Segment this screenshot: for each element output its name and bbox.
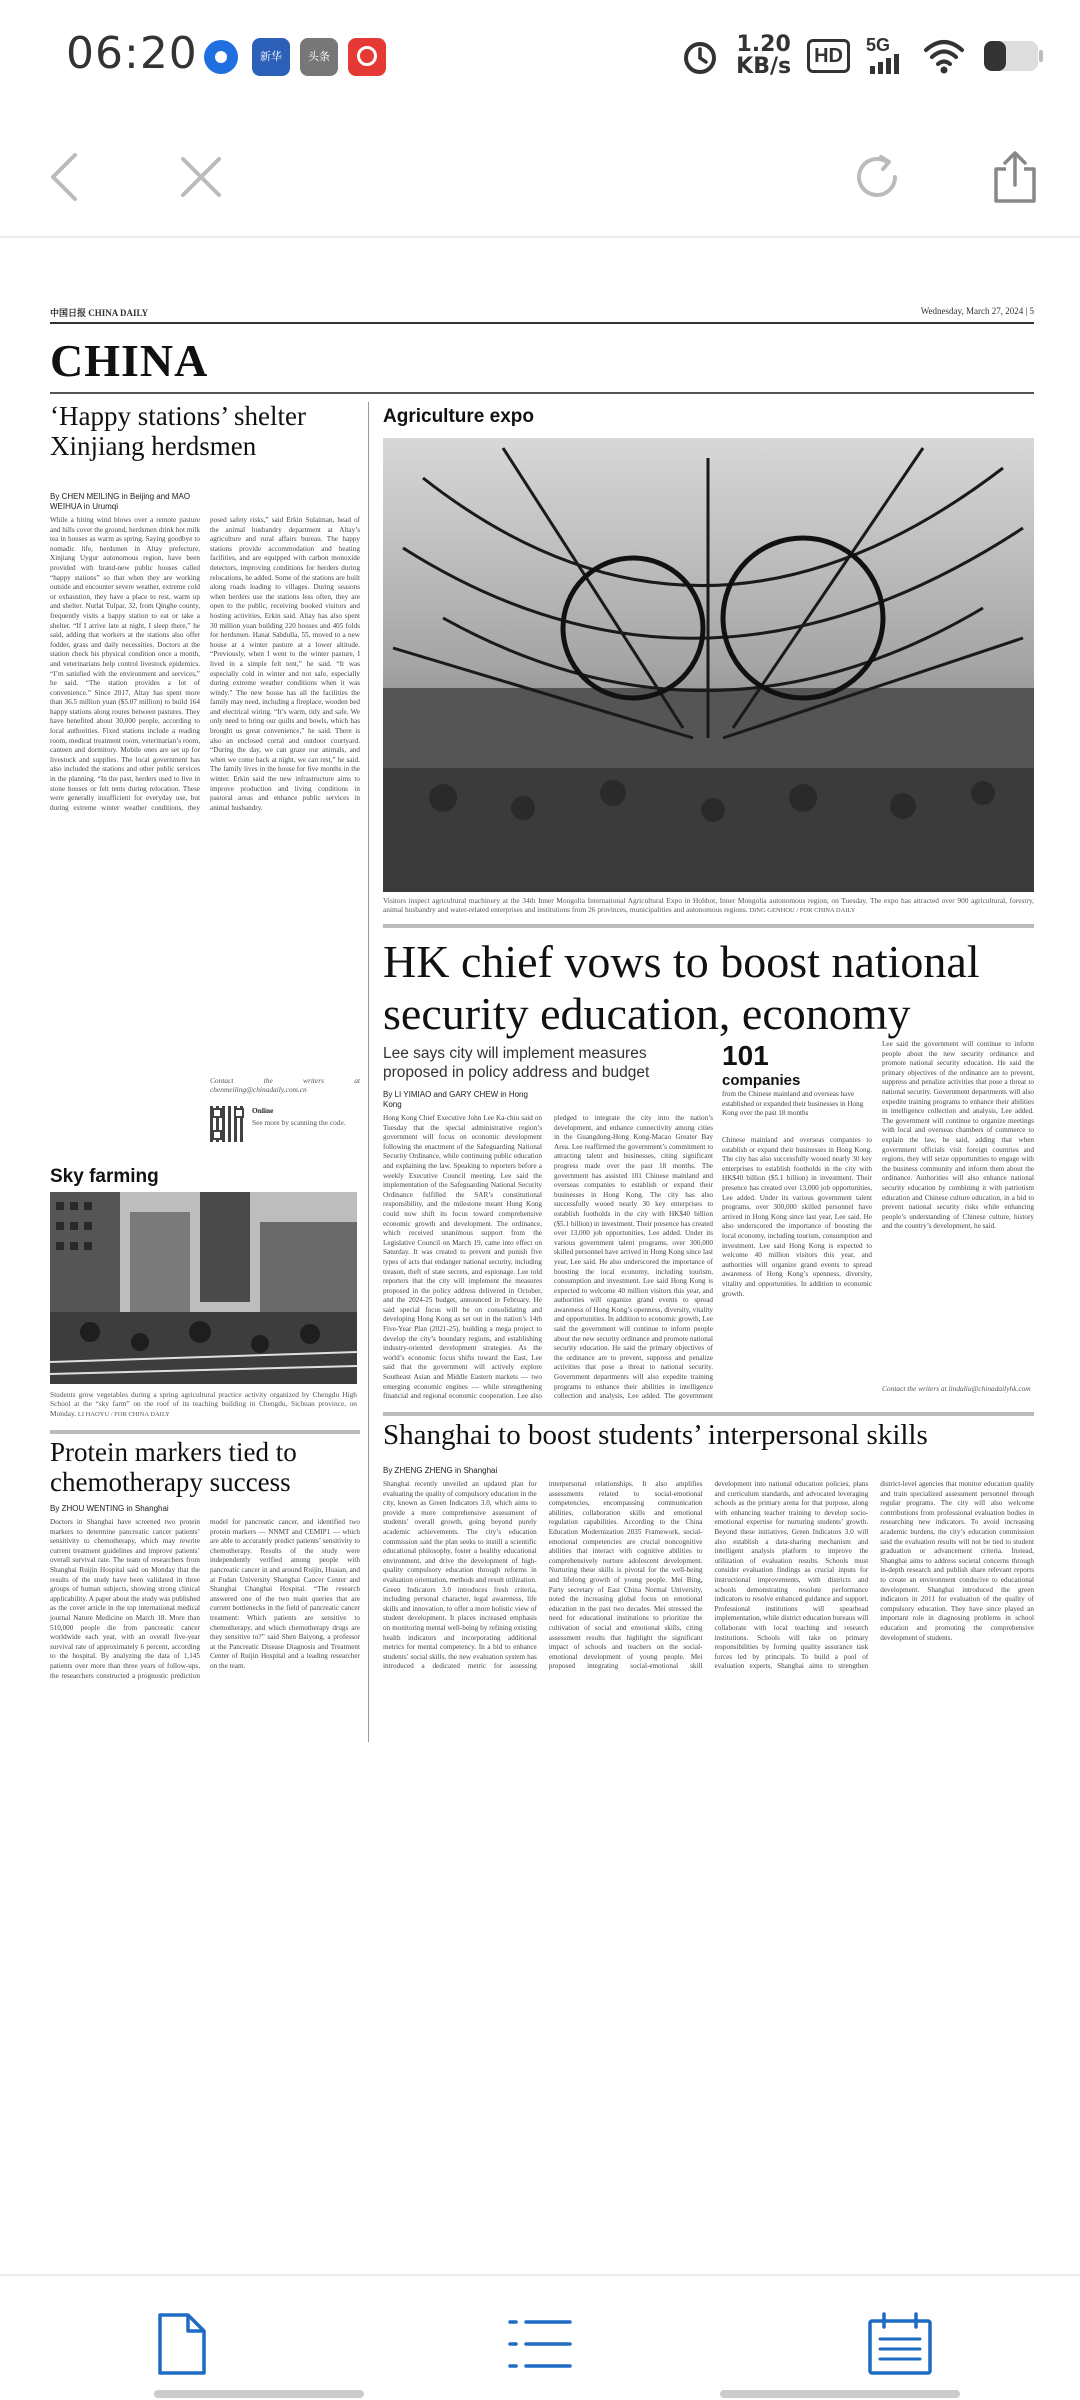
story2-headline: HK chief vows to boost national security education, economy bbox=[383, 936, 980, 1039]
story1-contact: Contact the writers at chenmeiling@chinadaily.com.cn bbox=[210, 1076, 360, 1095]
expo-caption bbox=[383, 896, 1034, 916]
expo-credit: DING GENHOU / FOR CHINA DAILY bbox=[749, 907, 856, 915]
cell-signal-icon bbox=[866, 36, 906, 76]
story2-byline: By LI YIMIAO and GARY CHEW in Hong Kong bbox=[383, 1090, 528, 1109]
list-icon bbox=[506, 2314, 574, 2374]
farm-caption bbox=[50, 1390, 357, 1419]
qr-code bbox=[210, 1106, 246, 1142]
hd-badge: HD bbox=[807, 39, 850, 73]
story3-headline: Protein markers tied to chemotherapy success bbox=[50, 1437, 297, 1497]
section-rule bbox=[50, 392, 1034, 394]
story4-rule bbox=[383, 1412, 1034, 1416]
calendar-button[interactable] bbox=[860, 2304, 940, 2384]
story3-body: Doctors in Shanghai have screened two protein markers to determine pancreatic cancer patients’ sensitivity to chemotherapy, which may rewrite current treatment guidelines and improve patients’ overall survival rate. The team of researchers from Shanghai Ruijin Hospital said on Monday that the results of the study have been validated in three groups of human subjects, showing strong clinical applicability. A paper about the study was published as the cover article in the top international medical journal Nature Medicine on March 18. More than 510,000 people die from pancreatic cancer worldwide each year, with an overall five-year survival rate of approximately 6 percent, according to the hospital. By analyzing the data of 1,145 patients over more than three years of follow-ups, the researchers constructed a prognostic prediction model for pancreatic cancer, and identified two protein markers — NNMT and CEMIP1 — which are able to accurately predict patients’ sensitivity to chemotherapy. Results of the study were independently verified among people with pancreatic cancer in and around Ruijin, Huaian, and at Fudan University Shanghai Cancer Center and Shanghai Changhai Hospital. “The research answered one of the two main queries that are current bottlenecks in the field of pancreatic cancer treatment: Which patients are sensitive to chemotherapy, and which chemotherapy drugs are they sensitive to?” said Shen Baiyong, a professor at the Pancreatic Disease Diagnosis and Treatment Center of Ruijin Hospital and a leading researcher on the team. bbox=[50, 1518, 360, 1680]
story2-deck: Lee says city will implement measures proposed in policy address and budget bbox=[383, 1045, 650, 1081]
story2-body-right: Chinese mainland and overseas companies to establish or expand their businesses in Hong Kong. The city has also successfully wooed nearly 30 key enterprises to establish footholds in the city with HK$40 billion ($5.1 billion) in investment. Their presence has created over 13,000 job opportunities, Lee added. Under its various government talent programs, over 300,000 skilled personnel have arrived in Hong Kong since last year, Lee said. He also underscored the importance of boosting the local economy, including tourism, consumption and investment. Lee said Hong Kong is expected to welcome 40 million visitors this year, and authorities will organize grand events to spread awareness of Hong Kong’s openness, diversity, vitality and opportunities. In addition to economic growth. bbox=[722, 1136, 872, 1298]
status-time: 06:20 bbox=[66, 28, 198, 79]
network-speed-unit: KB/s bbox=[736, 54, 792, 79]
stat-number: 101 bbox=[722, 1040, 769, 1071]
network-speed-value: 1.20 bbox=[736, 32, 791, 57]
farm-caption-text: Students grow vegetables during a spring agricultural practice activity organized by Chengdu High School at the “sky farm” on the roof of its teaching building in Chengdu, Sichuan province, on Monday. bbox=[50, 1390, 357, 1418]
close-button[interactable] bbox=[166, 142, 236, 212]
online-label: Online bbox=[252, 1106, 274, 1115]
status-bar bbox=[0, 0, 1080, 112]
back-button[interactable] bbox=[30, 142, 100, 212]
status-right-cluster bbox=[680, 30, 1044, 82]
masthead-logo: 中国日报 CHINA DAILY bbox=[50, 308, 149, 318]
farm-credit: LI HAOYU / FOR CHINA DAILY bbox=[77, 1410, 170, 1418]
app-label-news: 新华 bbox=[260, 51, 282, 63]
app-notification-icon-red bbox=[348, 38, 386, 76]
home-indicator-right bbox=[720, 2390, 960, 2398]
app-label-toutiao: 头条 bbox=[308, 51, 330, 63]
story4-byline: By ZHENG ZHENG in Shanghai bbox=[383, 1466, 498, 1475]
masthead-row bbox=[50, 306, 1034, 324]
alarm-icon bbox=[680, 36, 720, 76]
stat-text: from the Chinese mainland and overseas have established or expanded their businesses in Hong Kong over the past 18 months bbox=[722, 1090, 864, 1118]
farm-photo-illustration bbox=[50, 1192, 357, 1384]
story2-body-left: Hong Kong Chief Executive John Lee Ka-chiu said on Tuesday that the special administrative region’s government will focus on economic development following the enactment of the Safeguarding National Security Ordinance, while continuing public education and explaining the law. Speaking to reporters before a weekly Executive Council meeting, Lee said the implementation of the Safeguarding National Security Ordinance fulfilled the SAR’s constitutional responsibility, and the milestone meant Hong Kong could now shift its focus toward comprehensive economic growth and development. The ordinance, which received unanimous support from the Legislative Council on March 19, came into effect on Saturday. It was created to prevent and punish five types of acts that endanger national security, including treason, theft of state secrets, and espionage. Lee told reporters that the city will implement the measures proposed in the policy address delivered in October, and the 2024-25 budget, announced in February. He said special focus will be on consolidating and developing Hong Kong as set out in the nation’s 14th Five-Year Plan (2021-25), building a mega project to develop the city’s boundary regions, and establishing industry-oriented development strategies. As the world’s economic focus shifts toward the East, Lee said that the government will actively explore Southeast Asian and Middle Eastern markets — two emerging economic engines — while strengthening financial and regional economic cooperation. Lee also pledged to integrate the city into the nation’s development, and enhance connectivity among cities in the Guangdong-Hong Kong-Macao Greater Bay Area. Lee reaffirmed the government’s commitment to attracting talent and businesses, citing significant progress made over the past 18 months. The government has assisted 101 Chinese mainland and overseas companies to establish or expand their businesses in Hong Kong. The city has also successfully wooed nearly 30 key enterprises to establish footholds in the city with HK$40 billion ($5.1 billion) in investment. Their presence has created over 13,000 job opportunities, Lee added. Under its various government talent programs, over 300,000 skilled personnel have arrived in Hong Kong since last year, Lee said. He also underscored the importance of boosting the local economy, including tourism, consumption and investment. Lee said Hong Kong is expected to welcome 40 million visitors this year, and authorities will organize grand events to spread awareness of Hong Kong’s openness, diversity, vitality and opportunities. In addition to economic growth, Lee said the government will continue to inform people about the new security ordinance and promote national security education. He said the primary objectives of the ordinance are to prevent, suppress and penalize activities that pose a threat to national security. Government departments will also expedite training programs to enhance their abilities in intelligence collection and analysis, Lee added. The government bbox=[383, 1114, 713, 1401]
story1-byline: By CHEN MEILING in Beijing and MAO WEIHUA in Urumqi bbox=[50, 492, 191, 511]
story4-headline: Shanghai to boost students’ interpersonal skills bbox=[383, 1419, 928, 1451]
story2-contact: Contact the writers at lindaliu@chinadailyhk.com bbox=[882, 1384, 1031, 1393]
share-button[interactable] bbox=[980, 142, 1050, 212]
document-button[interactable] bbox=[142, 2304, 222, 2384]
browser-toolbar bbox=[0, 112, 1080, 238]
story3-rule bbox=[50, 1430, 360, 1434]
network-type-label: 5G bbox=[866, 35, 891, 55]
app-notification-icon-toutiao bbox=[300, 38, 338, 76]
document-icon bbox=[154, 2311, 210, 2377]
expo-photo-illustration bbox=[383, 438, 1034, 892]
online-hint: See more by scanning the code. bbox=[252, 1118, 346, 1127]
farm-photo bbox=[50, 1192, 357, 1384]
expo-rule bbox=[383, 924, 1034, 928]
close-icon bbox=[177, 153, 225, 201]
wifi-icon bbox=[922, 36, 966, 76]
chevron-left-icon bbox=[45, 151, 85, 203]
network-speed bbox=[736, 34, 791, 78]
expo-caption-text: Visitors inspect agricultural machinery at the 34th Inner Mongolia International Agricultural Expo in Hohhot, Inner Mongolia autonomous region, on Tuesday. The expo has attracted over 900 agricultural, forestry, animal husbandry and water-related enterprises and institutions from 26 provinces, municipalities and autonomous regions. bbox=[383, 896, 1034, 915]
masthead-date: Wednesday, March 27, 2024 | 5 bbox=[920, 306, 1034, 316]
bottom-nav bbox=[0, 2274, 1080, 2400]
list-button[interactable] bbox=[500, 2304, 580, 2384]
signal-indicator bbox=[866, 36, 906, 76]
story1-headline: ‘Happy stations’ shelter Xinjiang herdsmen bbox=[50, 401, 306, 461]
section-title: CHINA bbox=[50, 335, 209, 386]
expo-kicker: Agriculture expo bbox=[383, 406, 534, 427]
app-notification-icon-news bbox=[252, 38, 290, 76]
battery-icon bbox=[982, 39, 1044, 73]
share-icon bbox=[990, 149, 1040, 205]
newspaper-page bbox=[50, 300, 1034, 2040]
story3-byline: By ZHOU WENTING in Shanghai bbox=[50, 1504, 169, 1513]
story2-body-far-right: Lee said the government will continue to inform people about the new security ordinance and promote national security education. He said the primary objectives of the ordinance are to prevent, suppress and penalize activities that pose a threat to national security. Government departments will also expedite training programs to enhance their abilities in intelligence collection and analysis, Lee added. The government will continue to organize meetings with local and overseas chambers of commerce to explain the law, he said, adding that when government officials visit foreign countries and regions, they will seize opportunities to engage with the business community and inform them about the ordinance. Authorities will also enhance national security education by combining it with patriotism education and Chinese culture education, in a bid to prevent national security risks while enhancing people’s understanding of Chinese culture, history and the country’s development, he said. bbox=[882, 1040, 1034, 1231]
calendar-icon bbox=[866, 2311, 934, 2377]
reload-icon bbox=[851, 151, 903, 203]
stat-unit: companies bbox=[722, 1072, 801, 1089]
app-notification-icon-blue bbox=[204, 40, 238, 74]
home-indicator-left bbox=[154, 2390, 364, 2398]
story1-body: While a biting wind blows over a remote pasture and hills cover the ground, herdsmen drink hot milk tea in houses as warm as spring. Saying goodbye to nomadic life, herdsmen in Altay prefecture, Xinjiang Uygur autonomous region, have been provided with brand-new public houses called “happy stations” so that when they are working outside and encounter severe weather, extreme cold or exhaustion, they have a place to rest, warm up and shelter. Nurlat Tulpar, 32, from Qinghe county, frequently visits a happy station to eat or take a shelter. “If I arrive late at night, I sleep there,” he said, adding that workers at the stations also offer fodder, grass and daily necessities. Doctors at the station check his physical condition once a month, and veterinarians help control livestock epidemics. “I’m satisfied with the environment and services,” he said. “The station provides a lot of convenience.” Since 2017, Altay has spent more than 36.5 million yuan ($5.07 million) to build 164 happy stations along routes between pastures. They have benefited about 30,000 people, according to local authorities. Fixed stations include a reading room, medical treatment room, veterinarian’s room, canteen and dormitory. Mobile ones are set up for livestock and supplies. The local government has also included the stations and other public services in the planning. “In the past, herders used to live in stone houses or felt tents during relocation. These were generally insufficient for everyday use, but during extreme winter weather conditions, they posed safety risks,” said Erkin Sulaiman, head of the animal husbandry department at Altay’s agriculture and rural affairs bureau. The happy stations provide accommodation and heating facilities, and are equipped with carbon monoxide detectors, improving conditions for herders during relocations, he added. Some of the stations are built along roads leading to villages. During seasons when herders use the stations less often, they are open to the public, receiving booked visitors and hosting activities, Erkin said. Altay has also spent 30 million yuan building 220 houses and 405 folds for herdsmen. Hanat Sabdulla, 55, moved to a new house at a winter pasture at a lower altitude. “Previously, when I went to the winter pasture, I lived in a simple felt tent,” he said. “It was especially cold in winter and not safe, especially during extreme weather conditions when it was windy.” The new house has all the facilities the family may need, including a fireplace, wooden bed and electrical wiring. “It’s warm, tidy and safe. We only need to bring our quilts and bowls, which has brought us great convenience,” he said. There is also an enclosed corral and outdoor courtyard. “During the day, we can graze our animals, and when we come back at night, we can rest,” he said. The family lives in the house for five months in the winter. Erkin said the new infrastructure aims to improve production and living conditions in pastoral areas and enhance public services in animal husbandry. bbox=[50, 516, 360, 812]
column-divider bbox=[368, 402, 369, 1742]
farm-kicker: Sky farming bbox=[50, 1166, 159, 1187]
reload-button[interactable] bbox=[842, 142, 912, 212]
expo-photo bbox=[383, 438, 1034, 892]
story4-body: Shanghai recently unveiled an updated plan for evaluating the quality of compulsory education in the city, known as Green Indicators 3.0, which aims to provide a more comprehensive assessment of students’ overall growth, going beyond purely academic achievements. The city’s education commission said the plan seeks to instill a scientific educational philosophy, foster a healthy educational environment, and drive the development of high-quality compulsory education through reforms in evaluation orientation, methods and result utilization. Green Indicators 3.0 introduces fresh criteria, including personal character, legal awareness, life skills and innovation, to offer a more holistic view of student development. It places increased emphasis on monitoring mental well-being by refining existing health indicators and incorporating additional metrics for mental competency. In a bid to enhance students’ social skills, the new evaluation system has introduced a dedicated metric for assessing interpersonal relationships. It also amplifies assessments related to social-emotional competencies, encompassing communication abilities, collaboration skills and emotional regulation capabilities. According to the China Education Modernization 2035 Framework, social-emotional competencies are crucial noncognitive abilities that interact with cognitive abilities to comprehensively nurture adolescent development. Nurturing these skills is pivotal for the well-being and lifelong growth of young people. Mei Bing, Party secretary of East China Normal University, noted the increasing global focus on emotional education in the past two decades. Mei stressed the need for educational institutions to prioritize the cultivation of social and emotional skills, citing assessment results that highlight the significant impact of schools and teachers on the social-emotional development of young people. Mei proposed integrating social-emotional skill development into national education policies, plans and curriculum standards, and advocated leveraging schools as the primary arena for that purpose, along with enhancing teacher training to develop socio-emotional expertise for nurturing students’ growth. Beyond these initiatives, Green Indicators 3.0 will also establish a data-sharing mechanism and intelligent analysis platform to improve the utilization of evaluation results. Schools must consider evaluation findings as crucial inputs for instructional improvements, with districts and schools demonstrating resolute performance indicators to resolve enhanced guidance and support. Professional institutions will spearhead implementation, while district education bureaus will collaborate with local teaching and research institutions. Schools will take on primary responsibilities by forming quality assurance task forces led by principals. To build a pool of evaluation experts, Shanghai aims to strengthen district-level agencies that monitor education quality and train specialized assessment personnel through regular programs. The city will also welcome contributions from professional evaluation bodies in researching new indicators. To avoid increasing academic burdens, the city’s education commission said the evaluation results will not be tied to student graduation or advancement criteria. Instead, Shanghai aims to address societal concerns through in-depth research and publish share relevant reports to create an environment conducive to educational development. Shanghai introduced the green indicators in 2011 for evaluation of the quality of compulsory education. They have since played an important role in diagnosing problems in school education and promoting the comprehensive development of students. bbox=[383, 1480, 1034, 1671]
